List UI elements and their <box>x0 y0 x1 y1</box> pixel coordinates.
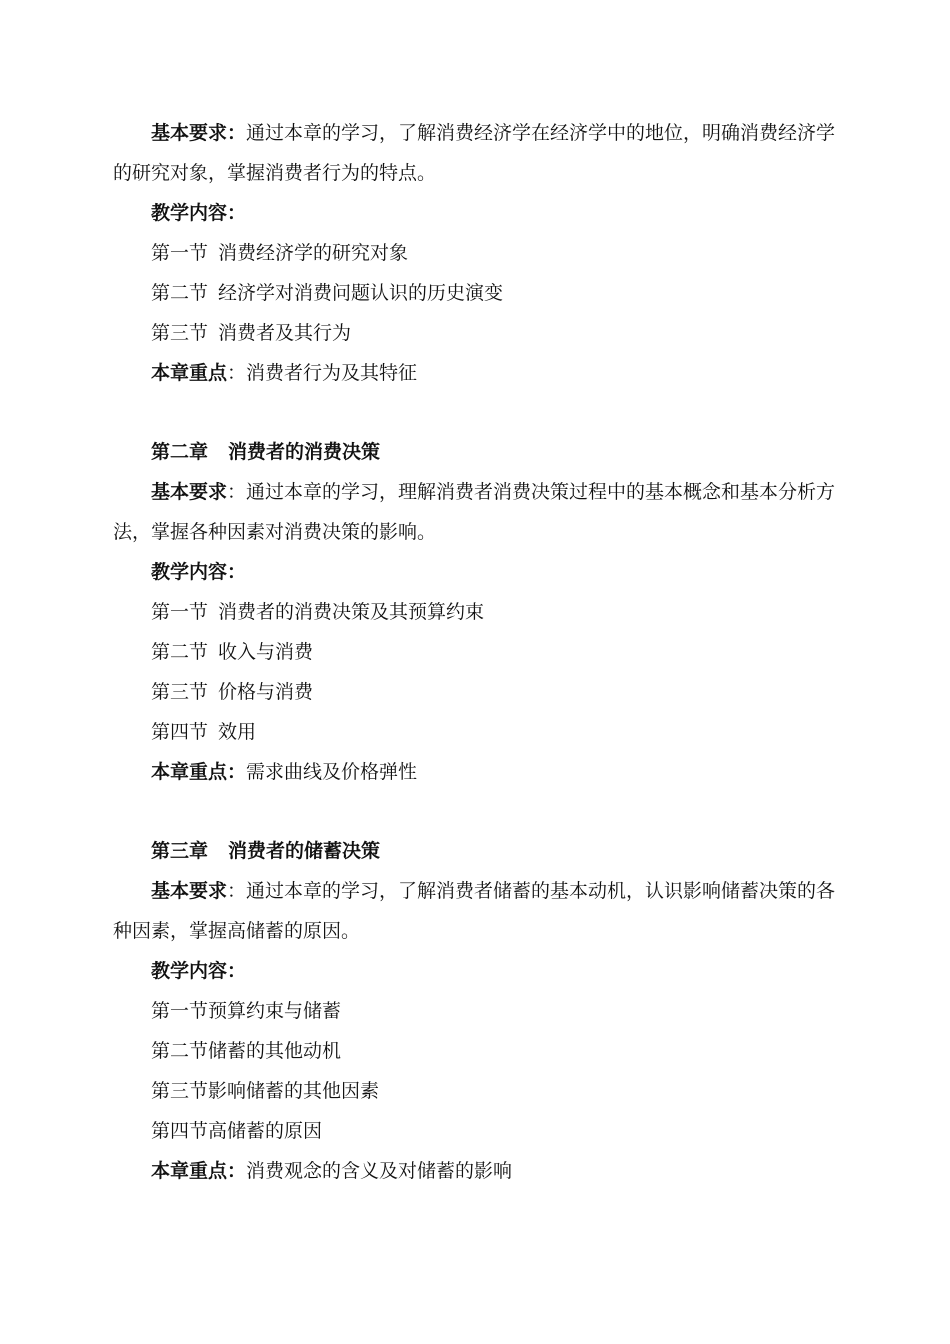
section-number: 第二节 <box>151 282 209 304</box>
requirement-text: 通过本章的学习，了解消费经济学在经济学中的地位，明确消费经济学 <box>246 122 836 144</box>
chapter-title <box>151 440 380 464</box>
requirement-text: 通过本章的学习，了解消费者储蓄的基本动机，认识影响储蓄决策的各 <box>246 880 836 902</box>
section-number: 第三节 <box>151 681 209 703</box>
section-number: 第一节 <box>151 242 209 264</box>
focus-line <box>151 361 417 385</box>
focus-line <box>151 760 417 784</box>
section-title: 收入与消费 <box>218 641 314 663</box>
list-item <box>151 241 408 265</box>
requirement-text: 通过本章的学习，理解消费者消费决策过程中的基本概念和基本分析方 <box>246 481 836 503</box>
focus-label: 本章重点： <box>151 761 247 783</box>
focus-text: 需求曲线及价格弹性 <box>246 761 418 783</box>
content-label: 教学内容： <box>151 202 247 224</box>
section-number: 第一节 <box>151 601 209 623</box>
section-title: 消费者及其行为 <box>218 322 352 344</box>
focus-colon: ： <box>227 362 247 384</box>
section-number: 第三节 <box>151 322 209 344</box>
list-item <box>151 600 484 624</box>
content-label: 教学内容： <box>151 561 247 583</box>
list-item: 第一节预算约束与储蓄 <box>151 1000 342 1022</box>
content-label: 教学内容： <box>151 960 247 982</box>
chapter-name: 消费者的储蓄决策 <box>228 840 381 862</box>
requirement-line <box>151 879 835 903</box>
section-title: 经济学对消费问题认识的历史演变 <box>218 282 504 304</box>
chapter-name: 消费者的消费决策 <box>228 441 381 463</box>
section-number: 第二节 <box>151 641 209 663</box>
section-title: 消费经济学的研究对象 <box>218 242 409 264</box>
list-item: 第二节储蓄的其他动机 <box>151 1040 342 1062</box>
list-item <box>151 680 313 704</box>
list-item: 第三节影响储蓄的其他因素 <box>151 1080 380 1102</box>
requirement-colon: ： <box>227 880 247 902</box>
focus-text: 消费者行为及其特征 <box>246 362 418 384</box>
chapter-title <box>151 839 380 863</box>
section-title: 价格与消费 <box>218 681 314 703</box>
requirement-continuation: 种因素，掌握高储蓄的原因。 <box>113 920 361 942</box>
section-title: 效用 <box>218 721 257 743</box>
section-title: 消费者的消费决策及其预算约束 <box>218 601 485 623</box>
focus-line <box>151 1159 512 1183</box>
requirement-continuation: 的研究对象，掌握消费者行为的特点。 <box>113 162 437 184</box>
requirement-label: 基本要求 <box>151 880 228 902</box>
focus-label: 本章重点： <box>151 1160 247 1182</box>
chapter-number: 第三章 <box>151 840 209 862</box>
requirement-label: 基本要求 <box>151 481 228 503</box>
requirement-label: 基本要求： <box>151 122 247 144</box>
list-item <box>151 640 313 664</box>
requirement-line <box>151 121 835 145</box>
list-item: 第四节高储蓄的原因 <box>151 1120 323 1142</box>
chapter-number: 第二章 <box>151 441 209 463</box>
section-number: 第四节 <box>151 721 209 743</box>
focus-label: 本章重点 <box>151 362 228 384</box>
list-item <box>151 321 351 345</box>
requirement-continuation: 法，掌握各种因素对消费决策的影响。 <box>113 521 437 543</box>
list-item <box>151 720 256 744</box>
list-item <box>151 281 503 305</box>
requirement-colon: ： <box>227 481 247 503</box>
focus-text: 消费观念的含义及对储蓄的影响 <box>246 1160 513 1182</box>
requirement-line <box>151 480 835 504</box>
